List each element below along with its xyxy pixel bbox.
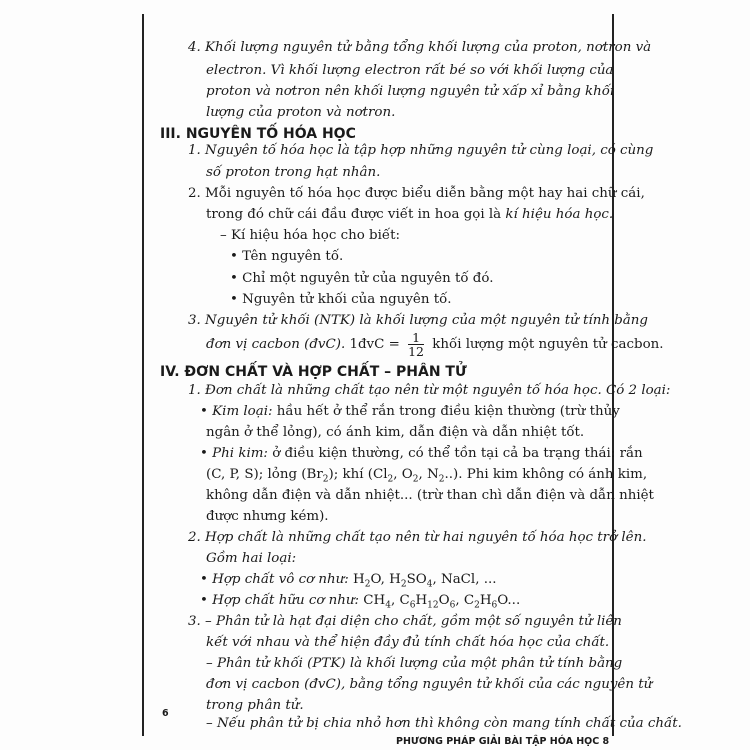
nm2-e: ..). Phi kim không có ánh kim, <box>444 467 648 482</box>
org-s1: 4 <box>385 600 391 611</box>
iii-item1-line2: số proton trong hạt nhân. <box>206 165 381 180</box>
nm2-s2: 2 <box>387 474 394 485</box>
iii-item2-line1: 2. Mỗi nguyên tố hóa học được biểu diễn bằng một hay hai chữ cái, <box>188 186 645 201</box>
symbol-intro: – Kí hiệu hóa học cho biết: <box>220 228 401 243</box>
inorg-s3: 4 <box>426 579 433 590</box>
inorg-s2: 2 <box>400 579 407 590</box>
nonmetal-line2 <box>206 467 647 483</box>
nm2-d: , N <box>418 467 439 482</box>
nm2-s3: 2 <box>412 474 419 485</box>
org-s5: 2 <box>474 600 480 611</box>
nm2-b: ); khí (Cl <box>328 467 388 482</box>
nonmetal-text: ở điều kiện thường, có thể tồn tại cả ba trạng thái: rắn <box>267 446 643 461</box>
nm2-a: (C, P, S); lỏng (Br <box>206 467 323 482</box>
org-g: O... <box>497 593 521 608</box>
dvc-equation-tail: khối lượng một nguyên tử cacbon. <box>428 337 664 352</box>
org-c: H <box>415 593 428 608</box>
iv-item3-line1: 3. – Phân tử là hạt đại diện cho chất, gồm một số nguyên tử liên <box>188 614 622 629</box>
dvc-equation: 1đvC = <box>345 337 405 352</box>
org-s2: 6 <box>409 600 416 611</box>
iv-item3-line2: kết với nhau và thể hiện đầy đủ tính chất hóa học của chất. <box>206 635 610 650</box>
dvc-term: đơn vị cacbon (đvC). <box>206 337 346 352</box>
item4-line1: 4. Khối lượng nguyên tử bằng tổng khối lượng của proton, nơtron và <box>188 40 652 55</box>
org-s4: 6 <box>449 600 456 611</box>
symbol-term: kí hiệu hóa học. <box>505 207 614 222</box>
symbol-bullet-3: • Nguyên tử khối của nguyên tố. <box>230 292 452 307</box>
iv-item2-line1: 2. Hợp chất là những chất tạo nên từ hai nguyên tố hóa học trở lên. <box>188 530 647 545</box>
item4-line4: lượng của proton và nơtron. <box>206 105 396 120</box>
org-s6: 6 <box>491 600 498 611</box>
nm2-s1: 2 <box>322 474 329 485</box>
left-page-edge <box>142 14 144 736</box>
metal-line2: ngân ở thể lỏng), có ánh kim, dẫn điện và dẫn nhiệt tốt. <box>206 425 585 440</box>
fraction-denominator: 12 <box>408 344 425 359</box>
nm2-s4: 2 <box>438 474 445 485</box>
metal-label: • Kim loại: <box>200 404 273 419</box>
metal-text: hầu hết ở thể rắn trong điều kiện thường (trừ thủy <box>272 404 620 419</box>
inorg-b: O, H <box>370 572 401 587</box>
org-f: H <box>479 593 492 608</box>
item4-line3: proton và nơtron nên khối lượng nguyên tử xấp xỉ bằng khối <box>206 84 615 99</box>
page-number: 6 <box>162 708 169 719</box>
iv-item1: 1. Đơn chất là những chất tạo nên từ một nguyên tố hóa học. Có 2 loại: <box>188 383 671 398</box>
item4-line2: electron. Vì khối lượng electron rất bé so với khối lượng của <box>206 63 614 78</box>
iv-item3-line6: – Nếu phân tử bị chia nhỏ hơn thì không còn mang tính chất của chất. <box>206 716 682 731</box>
inorg-s1: 2 <box>364 579 371 590</box>
org-d: O <box>438 593 450 608</box>
iv-item3-line4: đơn vị cacbon (đvC), bằng tổng nguyên tử khối của các nguyên tử <box>206 677 653 692</box>
inorganic-label: • Hợp chất vô cơ như: <box>200 572 349 587</box>
inorg-c: SO <box>406 572 427 587</box>
one-twelfth-fraction <box>408 331 424 358</box>
fraction-numerator: 1 <box>408 331 424 345</box>
iv-item3-line3: – Phân tử khối (PTK) là khối lượng của một phân tử tính bằng <box>206 656 623 671</box>
inorganic-line <box>200 572 497 588</box>
iii-item3-line2 <box>206 331 664 358</box>
iii-item1-line1: 1. Nguyên tố hóa học là tập hợp những nguyên tử cùng loại, có cùng <box>188 143 654 158</box>
footer-book-title: PHƯƠNG PHÁP GIẢI BÀI TẬP HÓA HỌC 8 <box>396 736 610 747</box>
section-iv-heading: IV. ĐƠN CHẤT VÀ HỢP CHẤT – PHÂN TỬ <box>160 364 467 380</box>
nonmetal-line3: không dẫn điện và dẫn nhiệt... (trừ than chì dẫn điện và dẫn nhiệt <box>206 488 654 503</box>
symbol-bullet-2: • Chỉ một nguyên tử của nguyên tố đó. <box>230 271 494 286</box>
nonmetal-line1 <box>200 446 643 462</box>
inorg-d: , NaCl, ... <box>432 572 497 587</box>
nonmetal-line4: được nhưng kém). <box>206 509 329 524</box>
organic-line <box>200 593 520 609</box>
org-s3: 12 <box>427 600 439 611</box>
symbol-bullet-1: • Tên nguyên tố. <box>230 249 344 264</box>
inorg-a: H <box>348 572 365 587</box>
nm2-c: , O <box>393 467 413 482</box>
iii-item2-line2-plain: trong đó chữ cái đầu được viết in hoa gọi là <box>206 207 506 222</box>
iv-item3-line5: trong phân tử. <box>206 698 304 713</box>
org-b: , C <box>390 593 410 608</box>
section-iii-heading: III. NGUYÊN TỐ HÓA HỌC <box>160 126 356 142</box>
iv-item2-line2: Gồm hai loại: <box>206 551 297 566</box>
metal-line1 <box>200 404 620 420</box>
nonmetal-label: • Phi kim: <box>200 446 268 461</box>
organic-label: • Hợp chất hữu cơ như: <box>200 593 360 608</box>
iii-item3-line1: 3. Nguyên tử khối (NTK) là khối lượng của một nguyên tử tính bằng <box>188 313 648 328</box>
org-e: , C <box>455 593 475 608</box>
org-a: CH <box>359 593 386 608</box>
iii-item2-line2 <box>206 207 613 223</box>
